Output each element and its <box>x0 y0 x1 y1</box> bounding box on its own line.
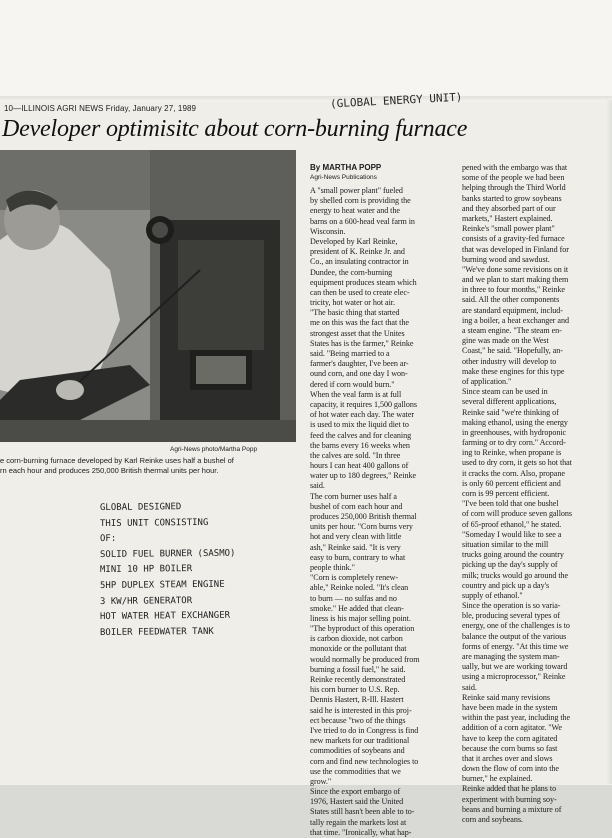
text-line: burning a fossil fuel," he said. <box>310 664 406 674</box>
text-line: farming or to dry corn." Accord- <box>462 438 566 448</box>
text-line: grow." <box>310 776 332 786</box>
text-line: have been made in the system <box>462 702 558 712</box>
caption-line: rn each hour and produces 250,000 British thermal units per hour. <box>0 466 219 475</box>
text-line: situation similar to the mill <box>462 539 549 549</box>
text-line: smoke." He added that clean- <box>310 603 404 613</box>
text-line: Dundee, the corn-burning <box>310 267 393 277</box>
text-line: dered if corn would burn." <box>310 379 395 389</box>
handwritten-line: GLOBAL DESIGNED <box>99 502 182 514</box>
text-line: burner," he explained. <box>462 774 533 784</box>
handwritten-notes <box>100 500 295 640</box>
text-line: the barns every 16 weeks when <box>310 440 410 450</box>
text-line: Reinke said many revisions <box>462 692 550 702</box>
page-edge-shadow <box>606 100 612 784</box>
text-line: commodities of soybeans and <box>310 746 405 756</box>
text-line: people think." <box>310 562 355 572</box>
text-line: tally regain the markets lost at <box>310 817 407 827</box>
page-folio: 10—ILLINOIS AGRI NEWS Friday, January 27, 1989 <box>4 104 197 113</box>
text-line: "I've been told that one bushel <box>462 499 559 509</box>
text-line: country and pick up a day's <box>462 580 550 590</box>
handwritten-line: SOLID FUEL BURNER (SASMO) <box>99 548 236 560</box>
text-line: States still hasn't been able to to- <box>310 807 415 817</box>
text-line: I've tried to do in Congress is find <box>310 725 419 735</box>
text-line: Since the operation is so varia- <box>462 601 561 611</box>
text-line: Reinke said "we're thinking of <box>462 407 559 417</box>
agency: Agri-News Publications <box>310 174 377 181</box>
text-line: some of the people we had been <box>462 173 565 183</box>
text-line: make these engines for this type <box>462 366 565 376</box>
text-line: balance the output of the various <box>462 631 567 641</box>
caption-line: e corn-burning furnace developed by Karl Reinke uses half a bushel of <box>0 456 234 465</box>
handwritten-line: BOILER FEEDWATER TANK <box>99 626 214 638</box>
text-line: that time. "Ironically, what hap- <box>310 827 412 837</box>
text-line: ble, producing several types of <box>462 611 561 621</box>
text-line: easy to burn, contrary to what <box>310 552 406 562</box>
text-line: is carbon dioxide, not carbon <box>310 634 403 644</box>
text-line: ing to Reinke, when propane is <box>462 448 562 458</box>
text-line: it cracks the corn. Also, propane <box>462 468 565 478</box>
text-line: because the corn burns so fast <box>462 743 558 753</box>
text-line: hours I can heat 400 gallons of <box>310 461 409 471</box>
text-line: have to keep the corn agitated <box>462 733 558 743</box>
text-line: by shelled corn is providing the <box>310 196 411 206</box>
text-line: States has is the farmer," Reinke <box>310 338 414 348</box>
text-line: the calves are sold. "In three <box>310 450 401 460</box>
text-line: equipment produces steam which <box>310 277 417 287</box>
handwritten-line: THIS UNIT CONSISTING <box>99 517 209 529</box>
text-line: said. <box>462 682 477 692</box>
text-line: milk; trucks would go around the <box>462 570 569 580</box>
text-line: corn is 99 percent efficient. <box>462 489 550 498</box>
text-line: ound corn, and one day I won- <box>310 369 408 379</box>
text-line: Developed by Karl Reinke, <box>310 236 398 246</box>
text-line: gine was made on the West <box>462 336 549 346</box>
handwritten-line: 3 KW/HR GENERATOR <box>99 595 193 607</box>
handwritten-line: 5HP DUPLEX STEAM ENGINE <box>99 579 225 591</box>
text-line: supply of ethanol." <box>462 590 523 600</box>
text-line: A "small power plant" fueled <box>310 186 403 195</box>
text-line: strongest asset that the Unites <box>310 328 405 338</box>
text-line: trucks going around the country <box>462 550 564 560</box>
text-line: Reinke added that he plans to <box>462 784 557 794</box>
text-line: several different applications, <box>462 397 557 407</box>
text-line: in greenhouses, with hydroponic <box>462 427 567 437</box>
text-line: said he is interested in this proj- <box>310 705 412 715</box>
fold-line <box>0 96 612 102</box>
text-line: Reinke's "small power plant" <box>462 224 555 234</box>
text-line: units per hour. "Corn burns very <box>310 522 413 532</box>
text-line: that it arches over and slows <box>462 753 553 763</box>
text-line: tricity, hot water or hot air. <box>310 298 395 308</box>
text-line: making ethanol, using the energy <box>462 417 568 427</box>
text-line: is used to mix the liquid diet to <box>310 420 409 430</box>
text-line: energy, one of the challenges is to <box>462 621 570 631</box>
text-line: Since the export embargo of <box>310 787 401 797</box>
text-line: bushel of corn each hour and <box>310 501 403 511</box>
article-column-1 <box>310 186 456 838</box>
text-line: Coast," he said. "Hopefully, an- <box>462 346 563 356</box>
text-line: down the flow of corn into the <box>462 764 559 774</box>
text-line: When the veal farm is at full <box>310 389 402 399</box>
text-line: in three to four months," Reinke <box>462 285 565 295</box>
text-line: beans and burning a mixture of <box>462 804 562 814</box>
text-line: feed the calves and for cleaning <box>310 430 412 440</box>
text-line: hot and very clean with little <box>310 532 402 542</box>
text-line: banks started to grow soybeans <box>462 193 562 203</box>
text-line: "The byproduct of this operation <box>310 624 415 634</box>
text-line: Reinke recently demonstrated <box>310 675 406 684</box>
text-line: energy to heat water and the <box>310 206 400 216</box>
text-line: are managing the system man- <box>462 652 560 661</box>
handwritten-note-top: (GLOBAL ENERGY UNIT) <box>329 90 463 111</box>
text-line: use the commodities that we <box>310 766 401 776</box>
text-line: president of K. Reinke Jr. and <box>310 247 405 257</box>
text-line: of corn will produce seven gallons <box>462 509 573 519</box>
photo-image <box>0 150 296 442</box>
text-line: Co., an insulating contractor in <box>310 257 409 267</box>
text-line: are standard equipment, includ- <box>462 305 563 315</box>
text-line: said. All the other components <box>462 295 560 305</box>
handwritten-line: MINI 10 HP BOILER <box>99 564 193 576</box>
text-line: corn and find new technologies to <box>310 756 419 766</box>
text-line: able," Reinke noled. "It's clean <box>310 583 409 593</box>
text-line: burning wood and sawdust. <box>462 254 550 264</box>
text-line: produces 250,000 British thermal <box>310 512 417 521</box>
text-line: of application." <box>462 376 512 386</box>
text-line: experiment with burning soy- <box>462 794 557 804</box>
text-line: said. <box>310 481 325 491</box>
text-line: ect because "two of the things <box>310 715 406 725</box>
handwritten-line: HOT WATER HEAT EXCHANGER <box>99 610 231 623</box>
text-line: addition of a corn agitator. "We <box>462 723 562 733</box>
text-line: "The basic thing that started <box>310 308 400 318</box>
text-line: "We've done some revisions on it <box>462 264 569 274</box>
handwritten-line: OF: <box>99 534 117 545</box>
text-line: to burn — no sulfas and no <box>310 593 397 603</box>
text-line: his corn burner to U.S. Rep. <box>310 685 400 695</box>
text-line: used to dry corn, it gets so hot that <box>462 458 572 468</box>
text-line: a steam engine. "The steam en- <box>462 326 562 335</box>
text-line: farmer's daughter, I've been ar- <box>310 359 409 369</box>
text-line: consists of a gravity-fed furnace <box>462 234 565 244</box>
text-line: forms of energy. "At this time we <box>462 641 569 651</box>
text-line: "Someday I would like to see a <box>462 529 562 539</box>
text-line: corn and soybeans. <box>462 815 523 824</box>
text-line: new markets for our traditional <box>310 736 410 746</box>
headline: Developer optimisitc about corn-burning furnace <box>2 116 468 142</box>
text-line: monoxide or the pollutant that <box>310 644 407 654</box>
photo-credit: Agri-News photo/Martha Popp <box>170 446 258 453</box>
text-line: picking up the day's supply of <box>462 560 558 570</box>
text-line: helping through the Third World <box>462 183 566 193</box>
text-line: is only 60 percent efficient and <box>462 478 561 488</box>
text-line: Wisconsin. <box>310 226 346 236</box>
text-line: that was developed in Finland for <box>462 244 569 254</box>
text-line: me on this was the fact that the <box>310 318 409 328</box>
text-line: water up to 180 degrees," Reinke <box>310 471 416 481</box>
furnace-photo <box>0 150 296 442</box>
text-line: ash," Reinke said. "It is very <box>310 542 401 552</box>
text-line: and they absorbed part of our <box>462 203 556 213</box>
text-line: pened with the embargo was that <box>462 163 568 172</box>
text-line: using a microprocessor," Reinke <box>462 672 566 682</box>
text-line: can then be used to create elec- <box>310 287 410 297</box>
text-line: of 65-proof ethanol," he stated. <box>462 519 562 529</box>
text-line: ually, but we are working toward <box>462 662 568 672</box>
text-line: capacity, it requires 1,500 gallons <box>310 399 417 409</box>
text-line: Since steam can be used in <box>462 387 548 397</box>
text-line: other industry will develop to <box>462 356 557 366</box>
text-line: said. "Being married to a <box>310 349 390 358</box>
byline: By MARTHA POPP <box>310 163 382 172</box>
article-column-2 <box>462 163 612 825</box>
text-line: markets," Hastert explained. <box>462 213 553 223</box>
text-line: and we plan to start making them <box>462 275 569 285</box>
text-line: within the past year, including the <box>462 713 571 723</box>
text-line: barns on a 600-head veal farm in <box>310 216 415 226</box>
text-line: liness is his major selling point. <box>310 613 411 623</box>
text-line: would normally be produced from <box>310 654 420 664</box>
text-line: of hot water each day. The water <box>310 410 415 420</box>
text-line: Dennis Hastert, R-Ill. Hastert <box>310 695 404 705</box>
text-line: ing a boiler, a heat exchanger and <box>462 315 569 325</box>
text-line: The corn burner uses half a <box>310 491 397 501</box>
text-line: "Corn is completely renew- <box>310 573 399 583</box>
blank-margin <box>0 0 612 100</box>
text-line: 1976, Hastert said the United <box>310 797 404 807</box>
photo-caption <box>0 456 296 476</box>
